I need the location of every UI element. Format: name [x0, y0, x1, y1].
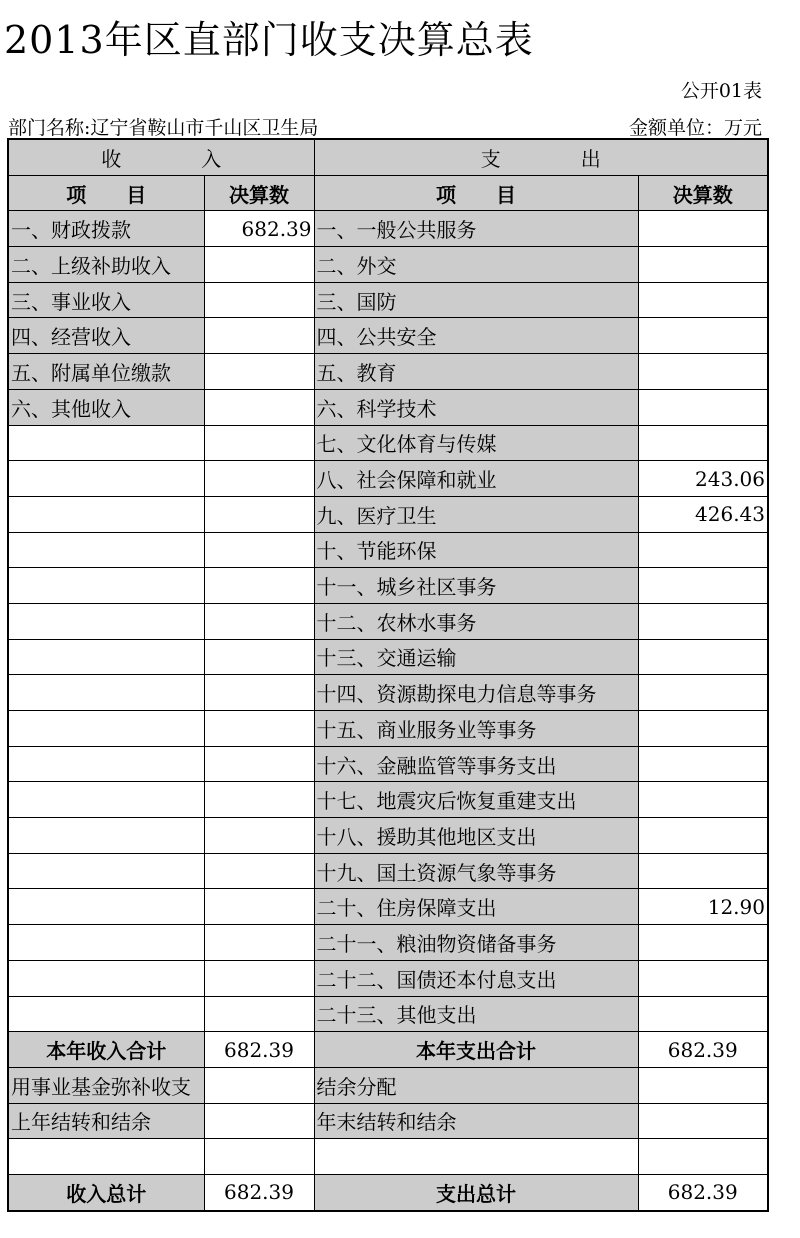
table-row [8, 818, 768, 854]
expense-amount-cell [638, 247, 768, 283]
expense-item-cell: 结余分配 [314, 1067, 638, 1103]
income-amount-cell [204, 853, 314, 889]
expense-item-cell: 十三、交通运输 [314, 639, 638, 675]
income-item-cell [8, 639, 204, 675]
expense-item-cell: 十一、城乡社区事务 [314, 568, 638, 604]
expense-amount-cell [638, 354, 768, 390]
expense-item-cell: 二十三、其他支出 [314, 996, 638, 1032]
income-amount-cell [204, 1103, 314, 1139]
year-income-total-value: 682.39 [204, 1032, 314, 1068]
expense-item-cell: 一、一般公共服务 [314, 211, 638, 247]
income-item-cell [8, 925, 204, 961]
expense-amount-cell: 12.90 [638, 889, 768, 925]
expense-item-cell: 十九、国土资源气象等事务 [314, 853, 638, 889]
income-amount-cell [204, 639, 314, 675]
budget-table [7, 138, 769, 1212]
table-row [8, 925, 768, 961]
income-amount-cell [204, 318, 314, 354]
expense-amount-cell [638, 746, 768, 782]
income-item-cell: 三、事业收入 [8, 282, 204, 318]
income-amount-cell [204, 1139, 314, 1175]
table-row [8, 389, 768, 425]
table-row [8, 318, 768, 354]
table-row [8, 532, 768, 568]
expense-total-value: 682.39 [638, 1174, 768, 1210]
table-row [8, 425, 768, 461]
expense-item-cell: 年末结转和结余 [314, 1103, 638, 1139]
expense-amount-cell: 243.06 [638, 461, 768, 497]
table-row [8, 960, 768, 996]
income-amount-cell [204, 960, 314, 996]
expense-amount-cell [638, 782, 768, 818]
table-row [8, 461, 768, 497]
expense-item-cell: 二十二、国债还本付息支出 [314, 960, 638, 996]
income-item-cell [8, 1139, 204, 1175]
income-amount-cell [204, 247, 314, 283]
income-section-header: 收 入 [8, 139, 314, 175]
table-row [8, 996, 768, 1032]
table-row [8, 603, 768, 639]
expense-item-cell: 三、国防 [314, 282, 638, 318]
expense-amount-cell [638, 318, 768, 354]
income-item-cell: 用事业基金弥补收支 [8, 1067, 204, 1103]
income-amount-cell [204, 496, 314, 532]
table-row [8, 211, 768, 247]
expense-item-cell [314, 1139, 638, 1175]
table-row [8, 496, 768, 532]
expense-item-cell: 十二、农林水事务 [314, 603, 638, 639]
table-row [8, 354, 768, 390]
expense-item-cell: 四、公共安全 [314, 318, 638, 354]
year-income-total-label: 本年收入合计 [8, 1032, 204, 1068]
expense-item-cell: 十五、商业服务业等事务 [314, 711, 638, 747]
income-item-cell [8, 496, 204, 532]
income-item-cell: 四、经营收入 [8, 318, 204, 354]
income-amount-cell [204, 425, 314, 461]
expense-amount-cell [638, 568, 768, 604]
table-row [8, 282, 768, 318]
income-amount-cell [204, 568, 314, 604]
expense-amount-cell [638, 603, 768, 639]
income-item-cell: 上年结转和结余 [8, 1103, 204, 1139]
table-row [8, 1103, 768, 1139]
expense-item-cell: 七、文化体育与传媒 [314, 425, 638, 461]
income-amount-column-header: 决算数 [204, 175, 314, 211]
expense-item-cell: 十六、金融监管等事务支出 [314, 746, 638, 782]
expense-amount-cell [638, 639, 768, 675]
income-item-cell: 六、其他收入 [8, 389, 204, 425]
income-amount-cell: 682.39 [204, 211, 314, 247]
expense-item-column-header: 项 目 [314, 175, 638, 211]
expense-amount-cell [638, 996, 768, 1032]
department-name: 部门名称:辽宁省鞍山市千山区卫生局 [8, 117, 319, 139]
expense-amount-cell [638, 1139, 768, 1175]
expense-amount-cell [638, 1067, 768, 1103]
income-item-cell [8, 782, 204, 818]
income-item-cell [8, 425, 204, 461]
income-amount-cell [204, 889, 314, 925]
expense-amount-column-header: 决算数 [638, 175, 768, 211]
income-item-cell [8, 746, 204, 782]
table-row [8, 1139, 768, 1175]
form-number: 公开01表 [680, 80, 762, 102]
income-item-cell [8, 603, 204, 639]
expense-item-cell: 二、外交 [314, 247, 638, 283]
expense-amount-cell [638, 425, 768, 461]
income-item-cell [8, 711, 204, 747]
table-row [8, 1067, 768, 1103]
table-row [8, 711, 768, 747]
income-amount-cell [204, 818, 314, 854]
table-row [8, 639, 768, 675]
expense-item-cell: 二十一、粮油物资储备事务 [314, 925, 638, 961]
expense-amount-cell [638, 818, 768, 854]
income-amount-cell [204, 389, 314, 425]
table-row [8, 782, 768, 818]
expense-item-cell: 十、节能环保 [314, 532, 638, 568]
income-amount-cell [204, 603, 314, 639]
income-item-cell: 五、附属单位缴款 [8, 354, 204, 390]
expense-item-cell: 六、科学技术 [314, 389, 638, 425]
income-amount-cell [204, 711, 314, 747]
income-item-cell [8, 532, 204, 568]
expense-item-cell: 十八、援助其他地区支出 [314, 818, 638, 854]
expense-amount-cell [638, 532, 768, 568]
expense-amount-cell [638, 211, 768, 247]
income-item-column-header: 项 目 [8, 175, 204, 211]
table-row [8, 853, 768, 889]
income-item-cell: 二、上级补助收入 [8, 247, 204, 283]
year-expense-total-value: 682.39 [638, 1032, 768, 1068]
income-total-value: 682.39 [204, 1174, 314, 1210]
income-amount-cell [204, 925, 314, 961]
expense-amount-cell [638, 853, 768, 889]
page-title: 2013年区直部门收支决算总表 [4, 18, 534, 62]
income-item-cell [8, 889, 204, 925]
income-amount-cell [204, 782, 314, 818]
income-item-cell [8, 996, 204, 1032]
income-amount-cell [204, 996, 314, 1032]
expense-item-cell: 十四、资源勘探电力信息等事务 [314, 675, 638, 711]
income-item-cell [8, 675, 204, 711]
income-amount-cell [204, 675, 314, 711]
expense-amount-cell [638, 389, 768, 425]
income-amount-cell [204, 1067, 314, 1103]
amount-unit: 金额单位：万元 [628, 117, 762, 139]
expense-item-cell: 五、教育 [314, 354, 638, 390]
expense-item-cell: 九、医疗卫生 [314, 496, 638, 532]
table-row [8, 247, 768, 283]
table-row [8, 746, 768, 782]
expense-amount-cell [638, 960, 768, 996]
income-item-cell: 一、财政拨款 [8, 211, 204, 247]
expense-item-cell: 十七、地震灾后恢复重建支出 [314, 782, 638, 818]
expense-amount-cell [638, 282, 768, 318]
expense-amount-cell [638, 925, 768, 961]
expense-amount-cell [638, 711, 768, 747]
table-row [8, 889, 768, 925]
table-row [8, 675, 768, 711]
expense-item-cell: 八、社会保障和就业 [314, 461, 638, 497]
expense-amount-cell [638, 1103, 768, 1139]
income-amount-cell [204, 282, 314, 318]
income-total-label: 收入总计 [8, 1174, 204, 1210]
income-item-cell [8, 568, 204, 604]
income-amount-cell [204, 461, 314, 497]
year-expense-total-label: 本年支出合计 [314, 1032, 638, 1068]
income-amount-cell [204, 532, 314, 568]
expense-amount-cell [638, 675, 768, 711]
income-item-cell [8, 853, 204, 889]
expense-item-cell: 二十、住房保障支出 [314, 889, 638, 925]
income-amount-cell [204, 746, 314, 782]
expense-section-header: 支 出 [314, 139, 768, 175]
income-item-cell [8, 960, 204, 996]
income-amount-cell [204, 354, 314, 390]
expense-total-label: 支出总计 [314, 1174, 638, 1210]
income-item-cell [8, 818, 204, 854]
expense-amount-cell: 426.43 [638, 496, 768, 532]
table-row [8, 568, 768, 604]
income-item-cell [8, 461, 204, 497]
